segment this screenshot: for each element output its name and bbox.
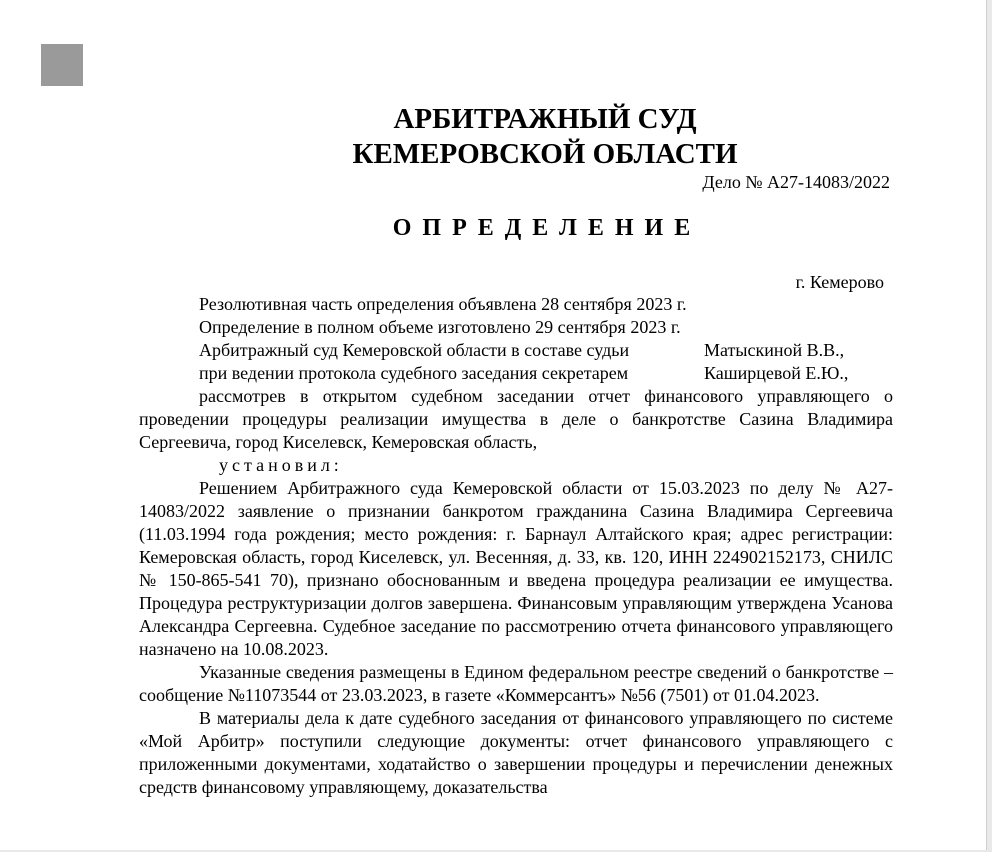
considered-paragraph: рассмотрев в открытом судебном заседании отчет финансового управляющего о проведении процедуры реализации имущества в деле о банкротстве Сазина Владимира Сергеевича, город Киселевск, Кемеровская область, (139, 386, 893, 452)
secretary-row (139, 362, 893, 385)
document-type-title: ОПРЕДЕЛЕНИЕ (392, 215, 702, 241)
full-text-date-line: Определение в полном объеме изготовлено 29 сентября 2023 г. (199, 317, 681, 337)
document-body (139, 293, 893, 799)
court-composition-row (139, 339, 893, 362)
secretary-name: Каширцевой Е.Ю., (704, 363, 849, 383)
court-name-line2: КЕМЕРОВСКОЙ ОБЛАСТИ (352, 138, 738, 170)
judge-name: Матыскиной В.В., (704, 340, 845, 360)
case-number: Дело № А27-14083/2022 (702, 172, 890, 192)
paragraph-decision: Решением Арбитражного суда Кемеровской области от 15.03.2023 по делу № А27-14083/2022 заявление о признании банкротом гражданина Сазина Владимира Сергеевича (11.03.1994 года рождения; место рождения: г. Барнаул Алтайского края; адрес регистрации: Кемеровская область, город Киселевск, ул. Весенняя, д. 33, кв. 120, ИНН 224902152173, СНИЛС № 150-865-541 70), признано обоснованным и введена процедура реализации ее имущества. Процедура реструктуризации долгов завершена. Финансовым управляющим утверждена Усанова Александра Сергеевна. Судебное заседание по рассмотрению отчета финансового управляющего назначено на 10.08.2023. (139, 478, 893, 659)
secretary-label: при ведении протокола судебного заседания секретарем (199, 363, 629, 383)
decided-heading: установил: (219, 455, 343, 475)
composition-label: Арбитражный суд Кемеровской области в составе судьи (199, 340, 630, 360)
paragraph-publication: Указанные сведения размещены в Едином федеральном реестре сведений о банкротстве – сообщение №11073544 от 23.03.2023, в газете «Коммерсантъ» №56 (7501) от 01.04.2023. (139, 662, 893, 705)
qr-code (41, 44, 83, 86)
city: г. Кемерово (795, 272, 884, 292)
resolution-date-line: Резолютивная часть определения объявлена 28 сентября 2023 г. (199, 294, 687, 314)
paragraph-materials: В материалы дела к дате судебного заседания от финансового управляющего по системе «Мой Арбитр» поступили следующие документы: отчет финансового управляющего с приложенными документами, ходатайство о завершении процедуры и перечислении денежных средств финансовому управляющему, доказательства (139, 708, 893, 797)
court-name-line1: АРБИТРАЖНЫЙ СУД (393, 103, 697, 135)
